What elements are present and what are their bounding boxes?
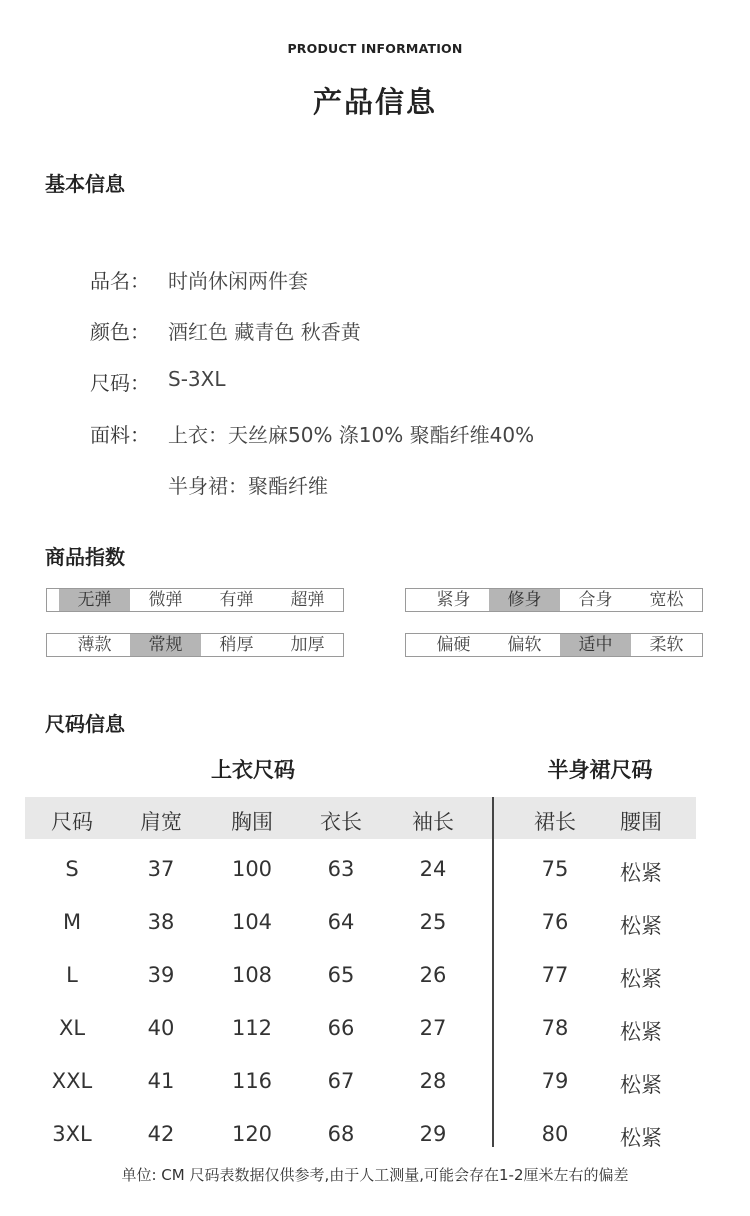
info-value: 上衣：天丝麻50% 涤10% 聚酯纤维40%	[168, 423, 535, 447]
page-title: 产品信息	[312, 85, 437, 119]
table-header-cell: 袖长	[412, 810, 454, 834]
index-option-selected: 常规	[130, 634, 201, 656]
skirt-size-heading: 半身裙尺码	[547, 758, 653, 782]
table-cell: 40	[147, 1016, 175, 1040]
table-cell: 松紧	[620, 967, 662, 991]
index-option: 柔软	[649, 635, 684, 655]
index-option-selected: 无弹	[59, 589, 130, 611]
index-option-selected: 修身	[489, 589, 560, 611]
table-cell: 松紧	[620, 861, 662, 885]
table-cell: 108	[231, 963, 273, 987]
index-option: 宽松	[649, 590, 684, 610]
info-label: 面料：	[90, 423, 150, 447]
table-cell: 64	[327, 910, 355, 934]
info-row	[90, 265, 308, 295]
info-value: 半身裙：聚酯纤维	[168, 474, 328, 498]
table-cell: 松紧	[620, 1020, 662, 1044]
table-cell: 100	[231, 857, 273, 881]
index-scale	[405, 633, 703, 657]
index-option: 微弹	[148, 590, 183, 610]
table-cell: 28	[419, 1069, 447, 1093]
table-cell: 79	[541, 1069, 569, 1093]
english-title: PRODUCT INFORMATION	[287, 41, 463, 56]
table-cell: XL	[58, 1016, 86, 1040]
info-label	[90, 470, 168, 500]
table-cell: 27	[419, 1016, 447, 1040]
table-header-cell: 肩宽	[140, 810, 182, 834]
info-value: 时尚休闲两件套	[168, 269, 308, 293]
info-label: 颜色：	[90, 320, 150, 344]
table-cell: 松紧	[620, 1126, 662, 1150]
table-cell: 42	[147, 1122, 175, 1146]
table-cell: XXL	[51, 1069, 93, 1093]
table-cell: 68	[327, 1122, 355, 1146]
table-cell: 松紧	[620, 914, 662, 938]
table-cell: 80	[541, 1122, 569, 1146]
index-option-selected: 适中	[560, 634, 631, 656]
basic-info-heading: 基本信息	[45, 172, 125, 196]
size-info-heading: 尺码信息	[45, 712, 125, 736]
table-cell: L	[66, 963, 78, 987]
table-cell: 66	[327, 1016, 355, 1040]
table-cell: 25	[419, 910, 447, 934]
table-header-cell: 衣长	[320, 810, 362, 834]
table-cell: 76	[541, 910, 569, 934]
info-row	[90, 470, 328, 500]
top-size-heading: 上衣尺码	[211, 758, 295, 782]
table-header-cell: 胸围	[231, 810, 273, 834]
table-cell: 116	[231, 1069, 273, 1093]
table-cell: 松紧	[620, 1073, 662, 1097]
info-value: 酒红色 藏青色 秋香黄	[168, 320, 361, 344]
index-scale	[405, 588, 703, 612]
table-cell: 67	[327, 1069, 355, 1093]
table-cell: 78	[541, 1016, 569, 1040]
table-cell: 24	[419, 857, 447, 881]
product-index-heading: 商品指数	[45, 545, 125, 569]
index-option: 偏硬	[436, 635, 471, 655]
table-cell: M	[62, 910, 82, 934]
info-value: S-3XL	[168, 367, 226, 391]
info-row	[90, 419, 534, 449]
table-cell: 104	[231, 910, 273, 934]
info-row	[90, 316, 361, 346]
size-footnote: 单位: CM 尺码表数据仅供参考,由于人工测量,可能会存在1-2厘米左右的偏差	[121, 1166, 629, 1184]
info-label: 尺码：	[90, 371, 150, 395]
table-cell: 26	[419, 963, 447, 987]
table-cell: 29	[419, 1122, 447, 1146]
index-option: 超弹	[290, 590, 325, 610]
index-option: 合身	[578, 590, 613, 610]
table-cell: 39	[147, 963, 175, 987]
info-row	[90, 367, 225, 397]
index-option: 有弹	[219, 590, 254, 610]
index-scale	[46, 633, 344, 657]
index-option: 偏软	[507, 635, 542, 655]
index-option: 加厚	[290, 635, 325, 655]
table-cell: 3XL	[52, 1122, 92, 1146]
index-option: 薄款	[77, 635, 112, 655]
index-scale	[46, 588, 344, 612]
table-cell: 63	[327, 857, 355, 881]
table-divider	[492, 797, 494, 1147]
table-cell: 38	[147, 910, 175, 934]
table-cell: 120	[231, 1122, 273, 1146]
table-cell: S	[65, 857, 79, 881]
table-header-cell: 腰围	[620, 810, 662, 834]
table-cell: 77	[541, 963, 569, 987]
index-option: 稍厚	[219, 635, 254, 655]
table-cell: 112	[231, 1016, 273, 1040]
index-option: 紧身	[436, 590, 471, 610]
table-cell: 65	[327, 963, 355, 987]
table-cell: 41	[147, 1069, 175, 1093]
table-cell: 75	[541, 857, 569, 881]
table-cell: 37	[147, 857, 175, 881]
table-header-cell: 尺码	[51, 810, 93, 834]
table-header-cell: 裙长	[534, 810, 576, 834]
info-label: 品名：	[90, 269, 150, 293]
